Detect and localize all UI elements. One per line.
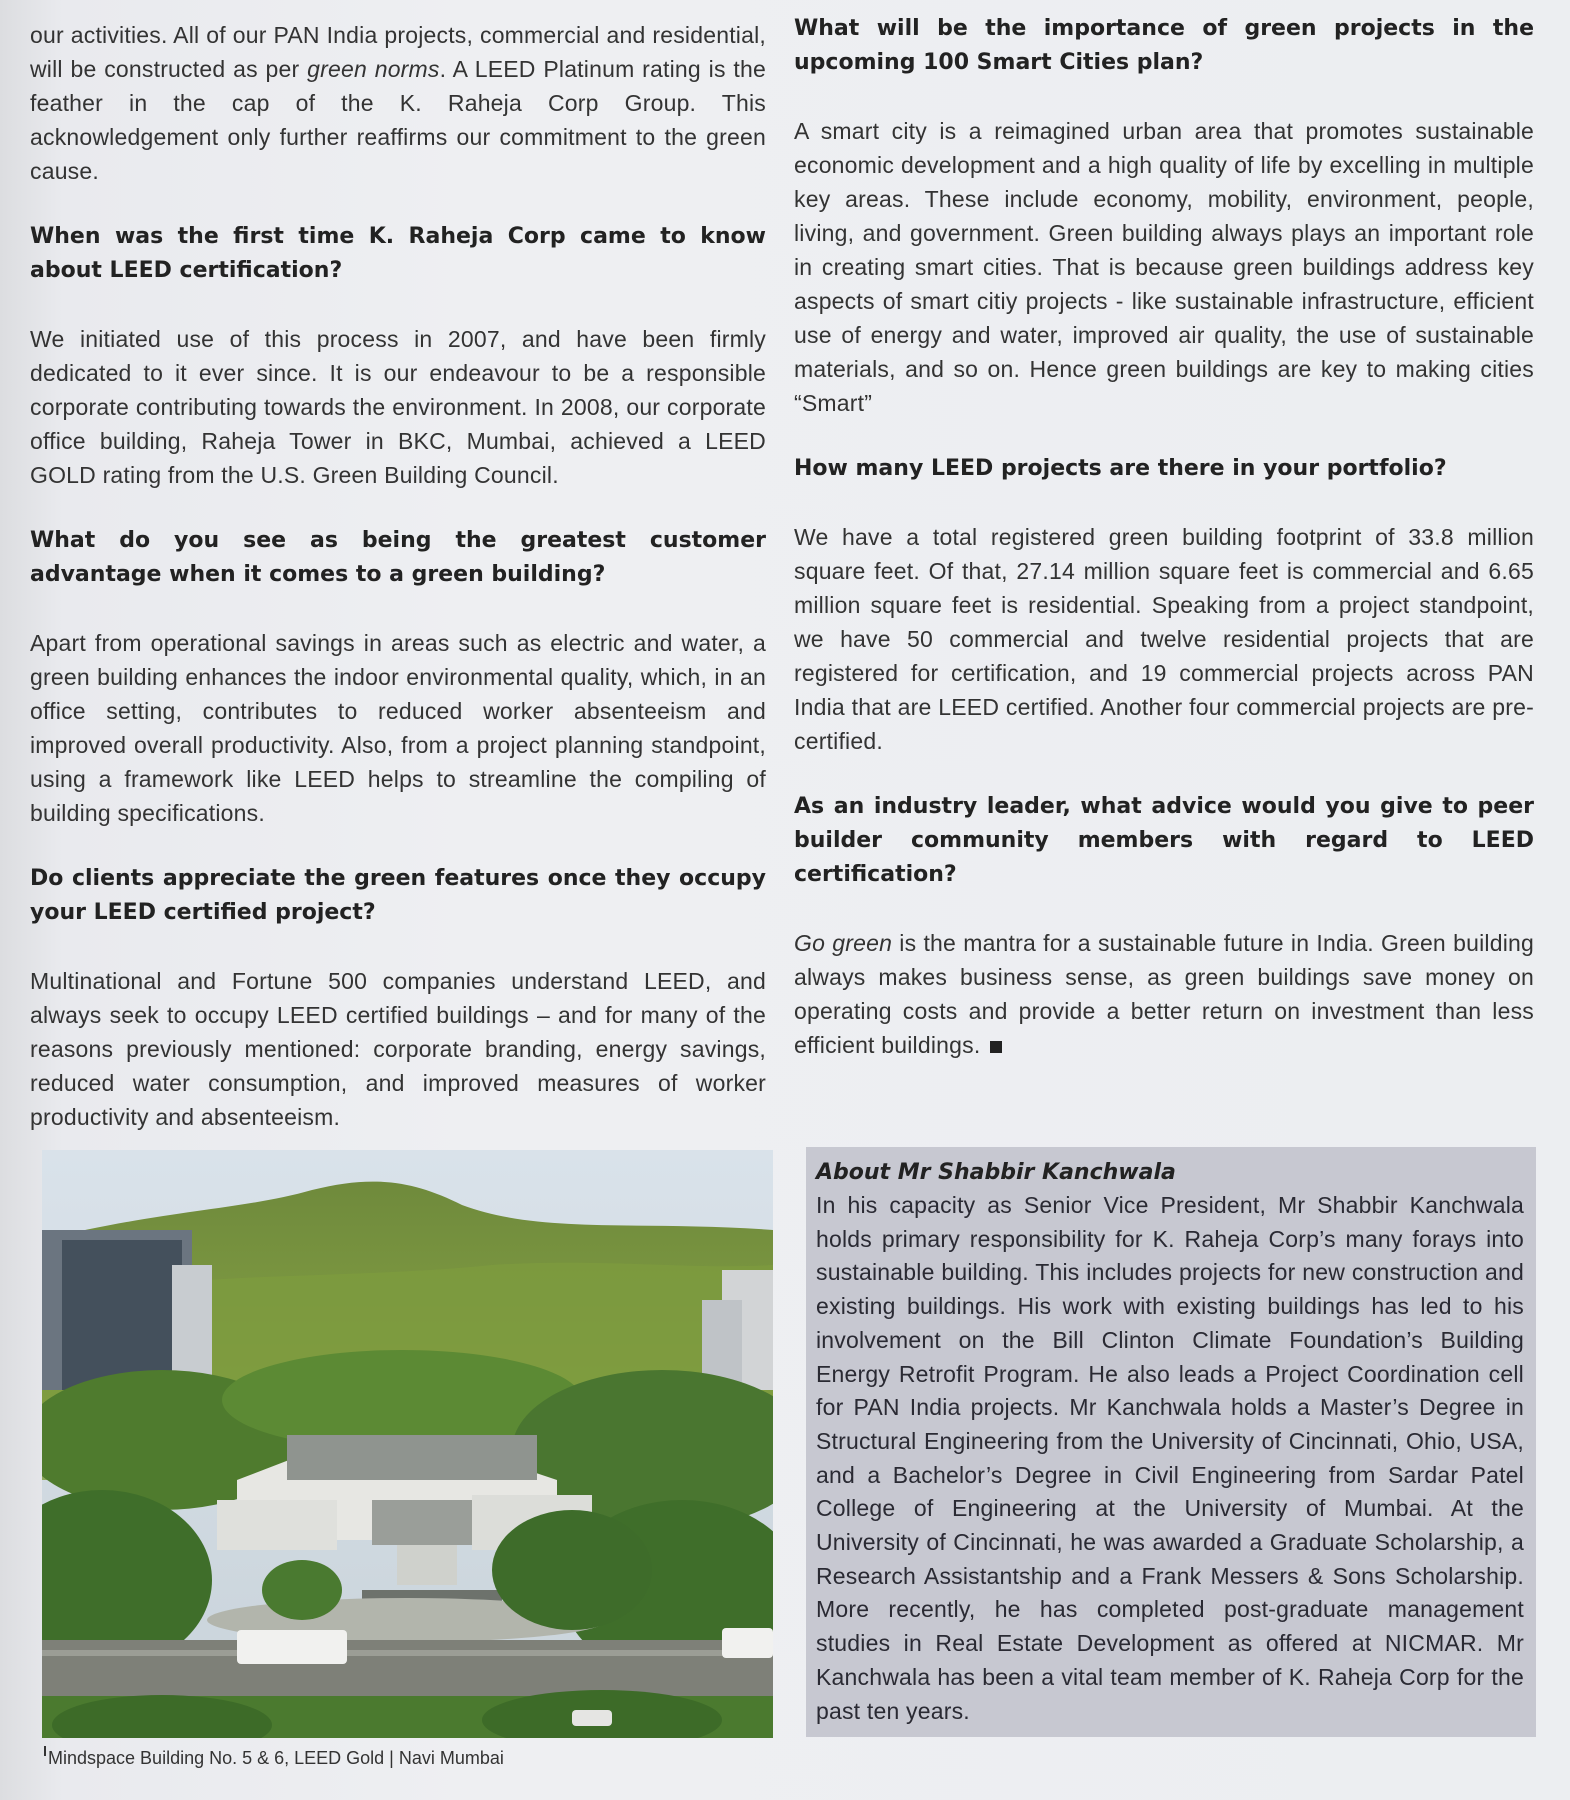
left-column [30,0,766,1134]
question-first-leed: When was the first time K. Raheja Corp came to know about LEED certification? [30,224,766,283]
question-customer-advantage: What do you see as being the greatest customer advantage when it comes to a green building? [30,528,766,587]
caption-tick [44,1746,46,1756]
answer-clients-appreciate: Multinational and Fortune 500 companies understand LEED, and always seek to occupy LEED certified buildings – and for many of the reasons previously mentioned: corporate branding, energy savings, reduced water consumption, and improved measures of worker productivity and absenteeism. [30,968,766,1130]
right-column [794,0,1534,1062]
answer-leed-portfolio: We have a total registered green building footprint of 33.8 million square feet. Of that, 27.14 million square feet is commercial and 6.65 million square feet is residential. Speaking from a project standpoint, we have 50 commercial and twelve residential projects that are registered for certification, and 19 commercial projects across PAN India that are LEED certified. Another four commercial projects are pre-certified. [794,524,1534,754]
question-advice: As an industry leader, what advice would you give to peer builder community members with regard to LEED certification? [794,794,1534,887]
question-leed-portfolio: How many LEED projects are there in your portfolio? [794,456,1447,481]
answer-first-leed: We initiated use of this process in 2007, and have been firmly dedicated to it ever since. It is our endeavour to be a responsible corporate contributing towards the environment. In 2008, our corporate office building, Raheja Tower in BKC, Mumbai, achieved a LEED GOLD rating from the U.S. Green Building Council. [30,326,766,488]
answer-advice: Go green is the mantra for a sustainable future in India. Green building always makes business sense, as green buildings save money on operating costs and provide a better return on investment than less efficient buildings. [794,930,1534,1058]
intro-paragraph: our activities. All of our PAN India projects, commercial and residential, will be constructed as per green norms. A LEED Platinum rating is the feather in the cap of the K. Raheja Corp Group. This acknowledgement only further reaffirms our commitment to the green cause. [30,22,766,184]
question-clients-appreciate: Do clients appreciate the green features once they occupy your LEED certified project? [30,866,766,925]
building-photo [42,1150,773,1738]
about-box [806,1147,1536,1737]
question-smart-cities: What will be the importance of green projects in the upcoming 100 Smart Cities plan? [794,16,1534,75]
answer-customer-advantage: Apart from operational savings in areas such as electric and water, a green building enhances the indoor environmental quality, which, in an office setting, contributes to reduced worker absenteeism and improved overall productivity. Also, from a project planning standpoint, using a framework like LEED helps to streamline the compiling of building specifications. [30,630,766,826]
end-of-article-mark [990,1041,1002,1053]
photo-caption: Mindspace Building No. 5 & 6, LEED Gold | Navi Mumbai [48,1748,504,1768]
about-title: About Mr Shabbir Kanchwala [816,1160,1176,1185]
answer-smart-cities: A smart city is a reimagined urban area that promotes sustainable economic development and a high quality of life by excelling in multiple key areas. These include economy, mobility, environment, people, living, and government. Green building always plays an important role in creating smart cities. That is because green buildings address key aspects of smart citiy projects - like sustainable infrastructure, efficient use of energy and water, improved air quality, the use of sustainable materials, and so on. Hence green buildings are key to making cities “Smart” [794,118,1534,416]
about-body: In his capacity as Senior Vice President, Mr Shabbir Kanchwala holds primary responsibility for K. Raheja Corp’s many forays into sustainable building. This includes projects for new construction and existing buildings. His work with existing buildings has led to his involvement on the Bill Clinton Climate Foundation’s Building Energy Retrofit Program. He also leads a Project Coordination cell for PAN India projects. Mr Kanchwala holds a Master’s Degree in Structural Engineering from the University of Cincinnati, Ohio, USA, and a Bachelor’s Degree in Civil Engineering from Sardar Patel College of Engineering at the University of Mumbai. At the University of Cincinnati, he was awarded a Graduate Scholarship, a Research Assistantship and a Frank Messers & Sons Scholarship. More recently, he has completed post-graduate management studies in Real Estate Development as offered at NICMAR. Mr Kanchwala has been a vital team member of K. Raheja Corp for the past ten years. [816,1192,1524,1724]
